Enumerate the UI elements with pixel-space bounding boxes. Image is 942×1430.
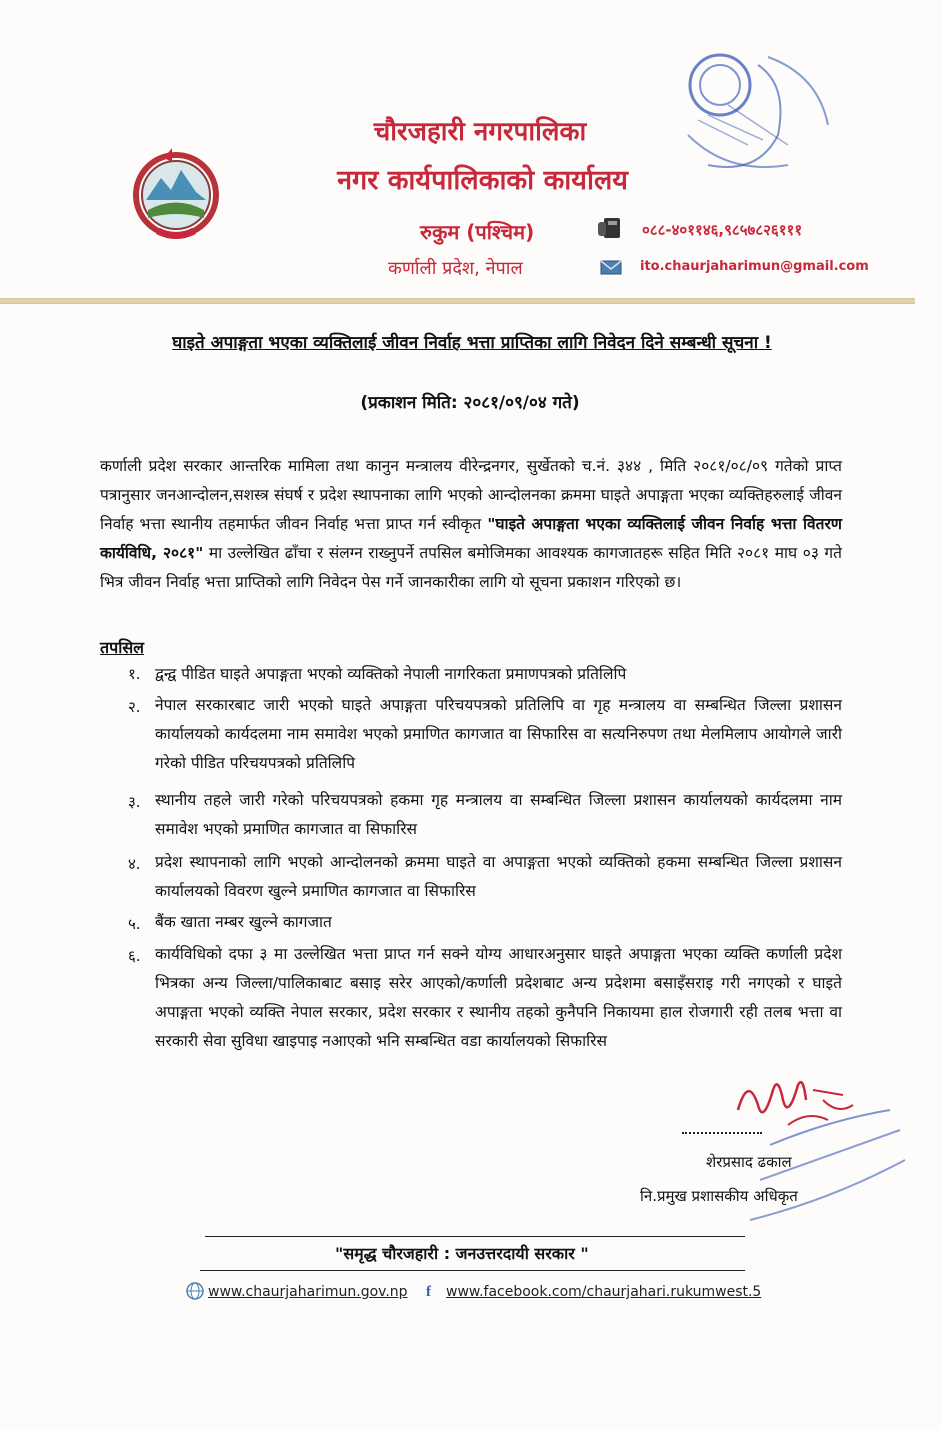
item-text: कार्यविधिको दफा ३ मा उल्लेखित भत्ता प्राप्त गर्न सक्ने योग्य आधारअनुसार घाइते अपाङ्गता भएका व्यक्ति कर्णाली प्रदेश भित्रका अन्य जिल्ला/पालिकाबाट बसाइ सरेर आएको/कर्णाली प्रदेशबाट अन्य प्रदेशमा बसाइँसराइ गरी नगएको र घाइते अपाङ्गता भएको व्यक्ति नेपाल सरकार, प्रदेश सरकार र स्थानीय तहको कुनैपनि निकायमा हाल रोजगारी रही तलब भत्ता वा सरकारी सेवा सुविधा खाइपाइ नआएको भनि सम्बन्धित वडा कार्यालयको सिफारिस (155, 945, 842, 1050)
notice-body (100, 452, 842, 597)
globe-icon (186, 1282, 204, 1300)
email-address[interactable]: ito.chaurjaharimun@gmail.com (640, 259, 869, 274)
item-number: १. (128, 665, 141, 683)
district: रुकुम (पश्चिम) (420, 220, 535, 244)
item-text: नेपाल सरकारबाट जारी भएको घाइते अपाङ्गता परिचयपत्रको प्रतिलिपि वा गृह मन्त्रालय वा सम्बन्धित जिल्ला प्रशासन कार्यालयको कार्यदलमा नाम समावेश भएको प्रमाणित कागजात वा सिफारिस वा सत्यनिरुपण तथा मेलमिलाप आयोगले जारी गरेको पीडित परिचयपत्रको प्रतिलिपि (155, 696, 842, 772)
item-number: ६. (128, 947, 141, 965)
notice-subject: घाइते अपाङ्गता भएका व्यक्तिलाई जीवन निर्वाह भत्ता प्राप्तिका लागि निवेदन दिने सम्बन्धी सूचना ! (172, 333, 772, 353)
item-text: बैंक खाता नम्बर खुल्ने कागजात (155, 913, 332, 931)
item-text: द्वन्द्व पीडित घाइते अपाङ्गता भएको व्यक्तिको नेपाली नागरिकता प्रमाणपत्रको प्रतिलिपि (155, 665, 627, 683)
item-number: ४. (128, 855, 141, 873)
item-number: ५. (128, 915, 141, 933)
signatory-title: नि.प्रमुख प्रशासकीय अधिकृत (640, 1187, 798, 1205)
nepal-emblem-icon (126, 140, 226, 245)
list-title: तपसिल (100, 638, 145, 657)
header-divider (0, 298, 915, 304)
office-stamp-icon (668, 45, 843, 195)
website-link[interactable]: www.chaurjaharimun.gov.np (208, 1284, 408, 1300)
phone-number: ०८८-४०११४६,९८५७८२६१११ (642, 221, 803, 239)
publish-date: (प्रकाशन मिति: २०८१/०९/०४ गते) (360, 393, 580, 413)
office-name: चौरजहारी नगरपालिका (373, 117, 587, 147)
body-text-1: कर्णाली प्रदेश सरकार आन्तरिक मामिला तथा कानुन मन्त्रालय वीरेन्द्रनगर, सुर्खेतको च.नं. ३४४ , मिति २०८१/०८/०९ गतेको प्राप्त पत्रानुसार जनआन्दोलन,सशस्त्र संघर्ष र प्रदेश स्थापनाका लागि भएको आन्दोलनका क्रममा घाइते अपाङ्गता भएका व्यक्तिहरुलाई जीवन निर्वाह भत्ता स्थानीय तहमार्फत जीवन निर्वाह भत्ता प्राप्त गर्न स्वीकृत (100, 457, 842, 533)
item-number: २. (128, 698, 141, 716)
mail-icon (600, 260, 622, 275)
signatory-name: शेरप्रसाद ढकाल (706, 1153, 792, 1171)
item-number: ३. (128, 793, 141, 811)
phone-icon (596, 216, 624, 240)
body-bold-text: "घाइते अपाङ्गता भएका व्यक्तिलाई जीवन निर्वाह भत्ता वितरण कार्यविधि, २०८१" (100, 515, 842, 562)
footer-divider (205, 1236, 745, 1237)
signature-line (682, 1132, 762, 1134)
facebook-icon: f (426, 1284, 431, 1300)
province: कर्णाली प्रदेश, नेपाल (388, 258, 523, 279)
footer-divider (200, 1270, 745, 1271)
office-subtitle: नगर कार्यपालिकाको कार्यालय (337, 165, 628, 196)
body-text-2: मा उल्लेखित ढाँचा र संलग्न राख्नुपर्ने तपसिल बमोजिमका आवश्यक कागजातहरू सहित मिति २०८१ माघ ०३ गते भित्र जीवन निर्वाह भत्ता प्राप्तिको लागि निवेदन पेस गर्ने जानकारीका लागि यो सूचना प्रकाशन गरिएको छ। (100, 544, 842, 591)
item-text: प्रदेश स्थापनाको लागि भएको आन्दोलनको क्रममा घाइते वा अपाङ्गता भएको व्यक्तिको हकमा सम्बन्धित जिल्ला प्रशासन कार्यालयको विवरण खुल्ने प्रमाणित कागजात वा सिफारिस (155, 853, 842, 900)
slogan: "समृद्ध चौरजहारी : जनउत्तरदायी सरकार " (335, 1244, 589, 1263)
item-text: स्थानीय तहले जारी गरेको परिचयपत्रको हकमा गृह मन्त्रालय वा सम्बन्धित जिल्ला प्रशासन कार्यालयको कार्यदलमा नाम समावेश भएको प्रमाणित कागजात वा सिफारिस (155, 791, 842, 838)
facebook-link[interactable]: www.facebook.com/chaurjahari.rukumwest.5 (446, 1284, 762, 1300)
